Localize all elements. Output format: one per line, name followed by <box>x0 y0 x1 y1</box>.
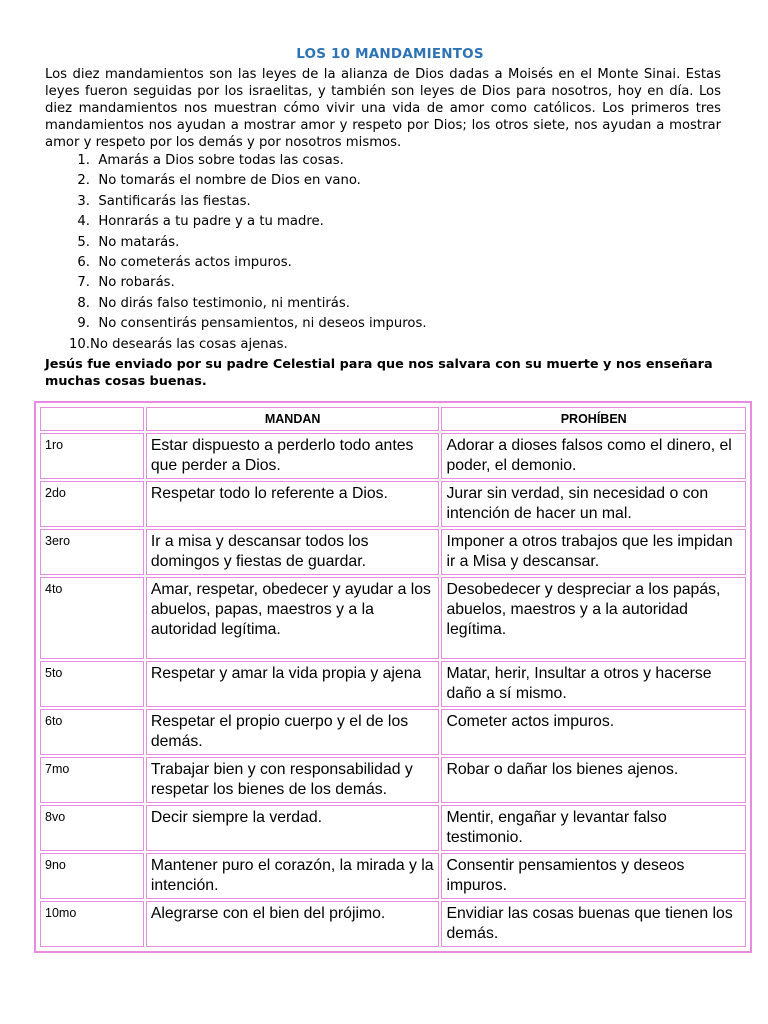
list-item <box>45 273 427 293</box>
list-item <box>45 253 427 273</box>
prohiben-cell: Jurar sin verdad, sin necesidad o con intención de hacer un mal. <box>441 481 746 527</box>
table-row <box>40 757 746 803</box>
prohiben-cell: Mentir, engañar y levantar falso testimonio. <box>441 805 746 851</box>
row-ordinal: 2do <box>40 481 144 527</box>
list-item-number: 1. <box>77 153 90 168</box>
list-item-number: 8. <box>77 295 90 311</box>
list-item-text: Amarás a Dios sobre todas las cosas. <box>98 153 344 168</box>
list-item-number: 2. <box>77 173 90 189</box>
table-row <box>40 577 746 659</box>
list-item-number: 9. <box>77 316 90 332</box>
prohiben-cell: Envidiar las cosas buenas que tienen los demás. <box>441 901 746 947</box>
row-ordinal: 7mo <box>40 757 144 803</box>
list-item <box>45 151 427 171</box>
row-ordinal: 8vo <box>40 805 144 851</box>
prohiben-cell: Imponer a otros trabajos que les impidan ir a Misa y descansar. <box>441 529 746 575</box>
list-item-text: No consentirás pensamientos, ni deseos impuros. <box>98 316 427 332</box>
mandan-cell: Respetar todo lo referente a Dios. <box>146 481 440 527</box>
list-item-text: No cometerás actos impuros. <box>98 254 292 270</box>
list-item-text: Honrarás a tu padre y a tu madre. <box>98 214 324 230</box>
mandan-prohiben-table <box>38 405 748 949</box>
list-item <box>45 212 427 232</box>
mandan-cell: Trabajar bien y con responsabilidad y respetar los bienes de los demás. <box>146 757 440 803</box>
prohiben-cell: Robar o dañar los bienes ajenos. <box>441 757 746 803</box>
row-ordinal: 9no <box>40 853 144 899</box>
list-item <box>45 335 427 355</box>
list-item-number: 10. <box>69 336 90 352</box>
table-row <box>40 661 746 707</box>
list-item-number: 5. <box>77 234 90 250</box>
header-prohiben: PROHÍBEN <box>441 407 746 431</box>
document-title: LOS 10 MANDAMIENTOS <box>296 46 484 62</box>
row-ordinal: 3ero <box>40 529 144 575</box>
list-item <box>45 314 427 334</box>
list-item <box>45 233 427 253</box>
table-row <box>40 433 746 479</box>
table-row <box>40 709 746 755</box>
header-mandan: MANDAN <box>146 407 440 431</box>
jesus-statement: Jesús fue enviado por su padre Celestial para que nos salvara con su muerte y nos enseñara muchas cosas buenas. <box>45 357 713 389</box>
header-ordinal <box>40 407 144 431</box>
table-row <box>40 805 746 851</box>
prohiben-cell: Matar, herir, Insultar a otros y hacerse daño a sí mismo. <box>441 661 746 707</box>
commandments-list <box>45 151 427 355</box>
list-item-text: No matarás. <box>98 234 180 250</box>
mandan-cell: Estar dispuesto a perderlo todo antes que perder a Dios. <box>146 433 440 479</box>
mandan-cell: Mantener puro el corazón, la mirada y la intención. <box>146 853 440 899</box>
mandan-cell: Ir a misa y descansar todos los domingos y fiestas de guardar. <box>146 529 440 575</box>
list-item-text: No desearás las cosas ajenas. <box>90 336 288 352</box>
list-item-text: Santificarás las fiestas. <box>98 193 251 209</box>
list-item <box>45 294 427 314</box>
prohiben-cell: Desobedecer y despreciar a los papás, abuelos, maestros y a la autoridad legítima. <box>441 577 746 659</box>
table-row <box>40 529 746 575</box>
table-header-row <box>40 407 746 431</box>
list-item-text: No tomarás el nombre de Dios en vano. <box>98 173 361 189</box>
prohiben-cell: Consentir pensamientos y deseos impuros. <box>441 853 746 899</box>
row-ordinal: 6to <box>40 709 144 755</box>
table-row <box>40 853 746 899</box>
list-item-text: No robarás. <box>98 275 175 291</box>
list-item-number: 7. <box>77 275 90 291</box>
row-ordinal: 4to <box>40 577 144 659</box>
mandan-cell: Decir siempre la verdad. <box>146 805 440 851</box>
list-item-number: 4. <box>77 214 90 230</box>
table-row <box>40 901 746 947</box>
table-row <box>40 481 746 527</box>
commandments-table <box>34 401 752 953</box>
intro-paragraph: Los diez mandamientos son las leyes de la alianza de Dios dadas a Moisés en el Monte Sinai. Estas leyes fueron seguidas por los israelitas, y también son leyes de Dios para nosotros, hoy en día. Los diez mandamientos nos muestran cómo vivir una vida de amor como católicos. Los primeros tres mandamientos nos ayudan a mostrar amor y respeto por Dios; los otros siete, nos ayudan a mostrar amor y respeto por los demás y por nosotros mismos. <box>45 67 721 150</box>
mandan-cell: Amar, respetar, obedecer y ayudar a los abuelos, papas, maestros y a la autoridad legítima. <box>146 577 440 659</box>
row-ordinal: 1ro <box>40 433 144 479</box>
list-item-text: No dirás falso testimonio, ni mentirás. <box>98 295 350 311</box>
list-item-number: 6. <box>77 254 90 270</box>
list-item-number: 3. <box>77 193 90 209</box>
row-ordinal: 10mo <box>40 901 144 947</box>
mandan-cell: Respetar y amar la vida propia y ajena <box>146 661 440 707</box>
mandan-cell: Alegrarse con el bien del prójimo. <box>146 901 440 947</box>
prohiben-cell: Cometer actos impuros. <box>441 709 746 755</box>
prohiben-cell: Adorar a dioses falsos como el dinero, el poder, el demonio. <box>441 433 746 479</box>
mandan-cell: Respetar el propio cuerpo y el de los demás. <box>146 709 440 755</box>
row-ordinal: 5to <box>40 661 144 707</box>
list-item <box>45 192 427 212</box>
list-item <box>45 171 427 191</box>
